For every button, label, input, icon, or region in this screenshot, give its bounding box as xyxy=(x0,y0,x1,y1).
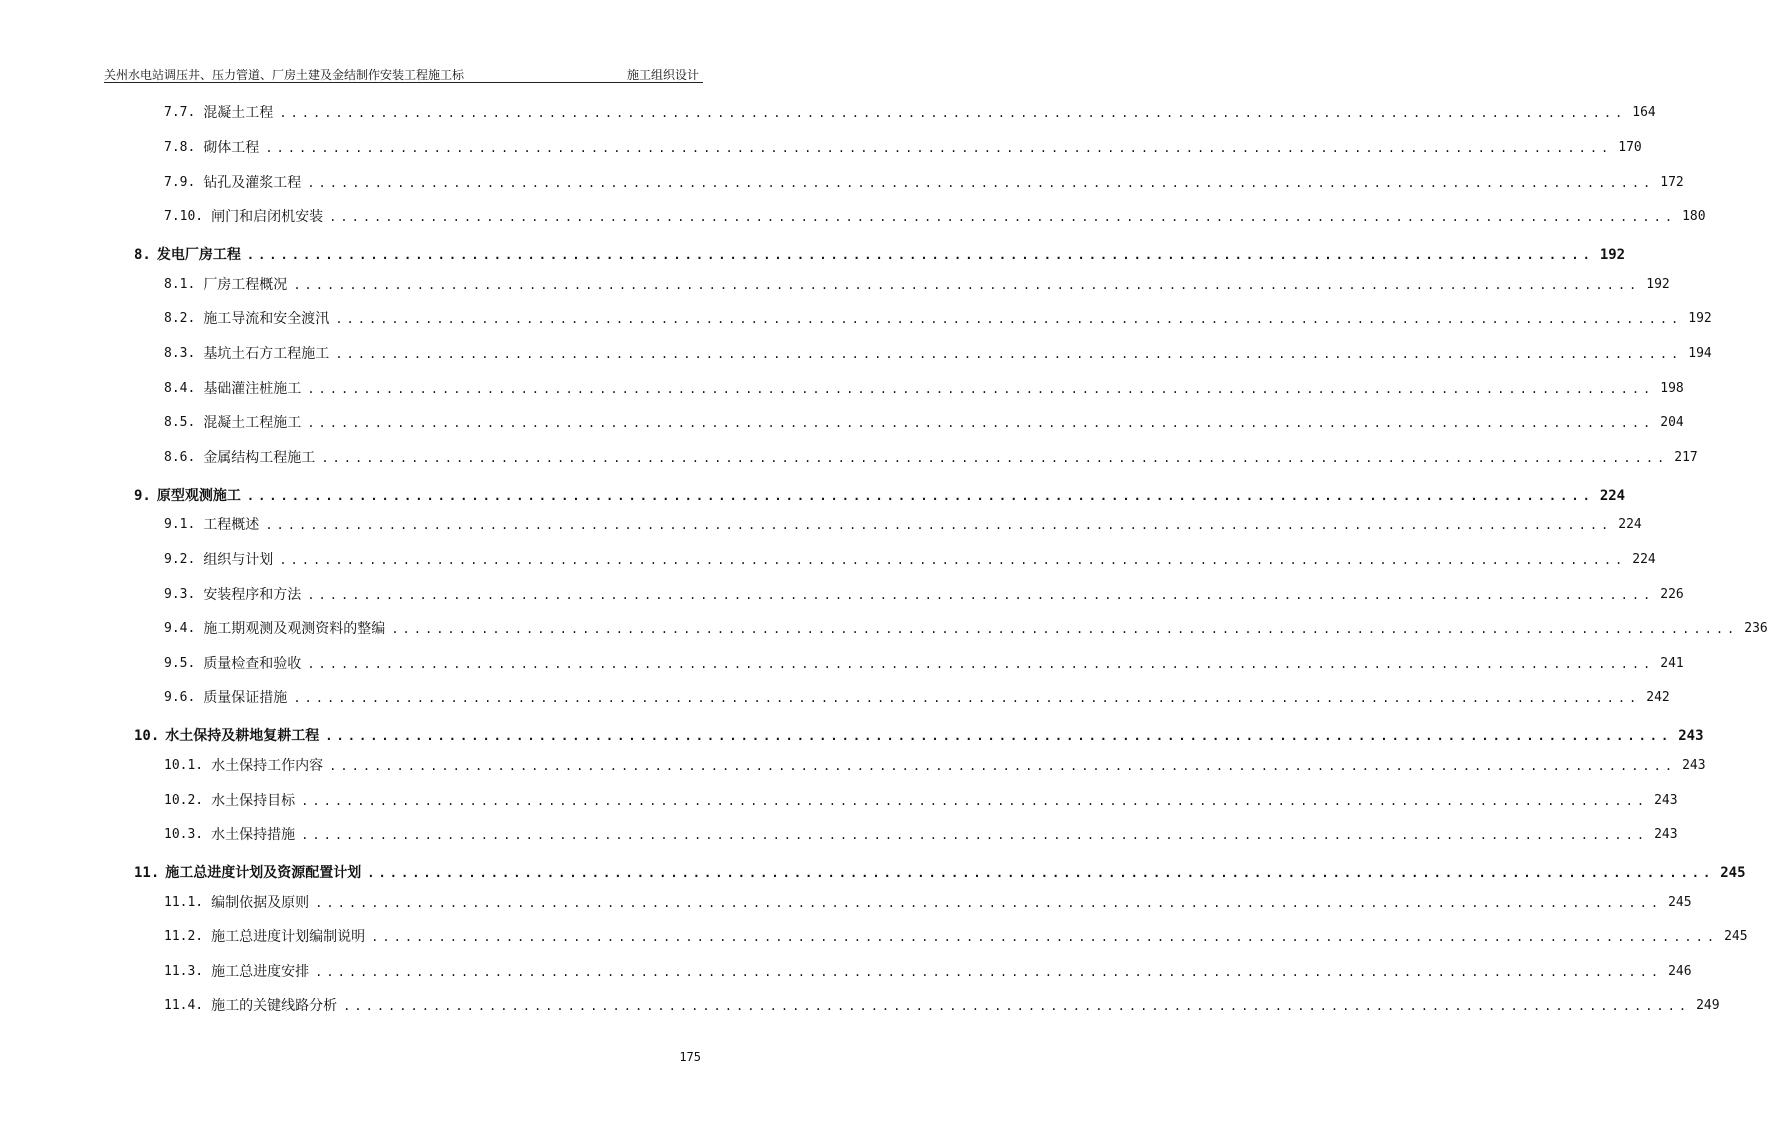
toc-entry-page: 204 xyxy=(1660,415,1684,430)
toc-entry-number: 9.2. xyxy=(164,552,196,567)
toc-subsection-entry[interactable] xyxy=(134,753,1706,775)
toc-dot-leader: ........................................................................................................................ xyxy=(391,622,1739,636)
toc-dot-leader: ........................................................................................................................ xyxy=(293,691,1641,705)
toc-section-entry[interactable] xyxy=(134,723,1704,745)
toc-entry-number: 9.3. xyxy=(164,587,196,602)
toc-dot-leader: ........................................................................................................................ xyxy=(321,451,1669,465)
toc-entry-number: 11. xyxy=(134,865,160,881)
toc-dot-leader: ........................................................................................................................ xyxy=(315,896,1663,910)
toc-entry-page: 198 xyxy=(1660,381,1684,396)
toc-subsection-entry[interactable] xyxy=(134,616,1768,638)
toc-dot-leader: ........................................................................................................................ xyxy=(307,657,1655,671)
toc-dot-leader: ........................................................................................................................ xyxy=(279,106,1627,120)
toc-entry-number: 7.8. xyxy=(164,140,196,155)
toc-entry-number: 8.5. xyxy=(164,415,196,430)
toc-subsection-entry[interactable] xyxy=(134,924,1748,946)
toc-subsection-entry[interactable] xyxy=(134,512,1642,534)
toc-entry-page: 245 xyxy=(1668,895,1692,910)
toc-subsection-entry[interactable] xyxy=(134,170,1684,192)
header-doc-type: 施工组织设计 xyxy=(626,68,699,82)
toc-entry-title: 钻孔及灌浆工程 xyxy=(203,175,302,191)
toc-entry-page: 194 xyxy=(1688,346,1712,361)
toc-entry-title: 基坑土石方工程施工 xyxy=(203,346,330,362)
toc-entry-number: 9.6. xyxy=(164,690,196,705)
toc-entry-page: 245 xyxy=(1724,929,1748,944)
toc-dot-leader: ........................................................................................................................ xyxy=(301,828,1649,842)
toc-entry-title: 组织与计划 xyxy=(203,552,274,568)
toc-dot-leader: ........................................................................................................................ xyxy=(335,312,1683,326)
toc-entry-title: 水土保持措施 xyxy=(211,827,296,843)
toc-subsection-entry[interactable] xyxy=(134,993,1720,1015)
toc-entry-number: 8.6. xyxy=(164,450,196,465)
toc-entry-title: 砌体工程 xyxy=(203,140,260,156)
toc-entry-title: 金属结构工程施工 xyxy=(203,450,316,466)
toc-dot-leader: ........................................................................................................................ xyxy=(329,210,1677,224)
toc-subsection-entry[interactable] xyxy=(134,582,1684,604)
toc-section-entry[interactable] xyxy=(134,860,1746,882)
toc-dot-leader: ........................................................................................................................ xyxy=(307,176,1655,190)
toc-entry-number: 9.1. xyxy=(164,517,196,532)
toc-entry-title: 基础灌注桩施工 xyxy=(203,381,302,397)
toc-entry-number: 9. xyxy=(134,488,151,504)
toc-subsection-entry[interactable] xyxy=(134,272,1670,294)
toc-entry-page: 224 xyxy=(1599,488,1626,504)
toc-entry-title: 原型观测施工 xyxy=(156,488,241,504)
toc-subsection-entry[interactable] xyxy=(134,306,1712,328)
toc-subsection-entry[interactable] xyxy=(134,445,1698,467)
toc-entry-title: 质量保证措施 xyxy=(203,690,288,706)
toc-subsection-entry[interactable] xyxy=(134,651,1684,673)
toc-entry-title: 厂房工程概况 xyxy=(203,277,288,293)
toc-entry-number: 8. xyxy=(134,247,151,263)
toc-subsection-entry[interactable] xyxy=(134,822,1678,844)
toc-entry-title: 施工期观测及观测资料的整编 xyxy=(203,621,386,637)
toc-dot-leader: ........................................................................................................................ xyxy=(335,347,1683,361)
toc-entry-title: 施工总进度安排 xyxy=(211,964,310,980)
toc-entry-title: 施工导流和安全渡汛 xyxy=(203,311,330,327)
toc-entry-number: 10.3. xyxy=(164,827,204,842)
toc-dot-leader: ........................................................................................................................ xyxy=(367,866,1715,880)
toc-subsection-entry[interactable] xyxy=(134,547,1656,569)
toc-entry-page: 224 xyxy=(1618,517,1642,532)
toc-entry-number: 8.2. xyxy=(164,311,196,326)
toc-entry-page: 224 xyxy=(1632,552,1656,567)
toc-entry-title: 水土保持及耕地复耕工程 xyxy=(165,728,320,744)
toc-dot-leader: ........................................................................................................................ xyxy=(307,416,1655,430)
toc-dot-leader: ........................................................................................................................ xyxy=(371,930,1719,944)
toc-entry-page: 243 xyxy=(1654,827,1678,842)
toc-section-entry[interactable] xyxy=(134,242,1626,264)
toc-entry-page: 164 xyxy=(1632,105,1656,120)
toc-subsection-entry[interactable] xyxy=(134,341,1712,363)
toc-entry-title: 施工总进度计划及资源配置计划 xyxy=(165,865,362,881)
toc-entry-page: 192 xyxy=(1646,277,1670,292)
page-number: 175 xyxy=(679,1050,701,1064)
toc-entry-number: 7.10. xyxy=(164,209,204,224)
toc-entry-number: 11.1. xyxy=(164,895,204,910)
toc-dot-leader: ........................................................................................................................ xyxy=(265,518,1613,532)
toc-entry-number: 8.3. xyxy=(164,346,196,361)
toc-entry-title: 发电厂房工程 xyxy=(156,247,241,263)
toc-subsection-entry[interactable] xyxy=(134,685,1670,707)
toc-entry-title: 质量检查和验收 xyxy=(203,656,302,672)
toc-entry-page: 192 xyxy=(1688,311,1712,326)
toc-entry-page: 192 xyxy=(1599,247,1626,263)
toc-subsection-entry[interactable] xyxy=(134,410,1684,432)
toc-entry-page: 243 xyxy=(1682,758,1706,773)
header-project-title: 关州水电站调压井、压力管道、厂房土建及金结制作安装工程施工标 xyxy=(104,68,465,82)
toc-dot-leader: ........................................................................................................................ xyxy=(279,553,1627,567)
toc-dot-leader: ........................................................................................................................ xyxy=(265,141,1613,155)
toc-entry-number: 11.2. xyxy=(164,929,204,944)
toc-entry-page: 180 xyxy=(1682,209,1706,224)
toc-dot-leader: ........................................................................................................................ xyxy=(307,382,1655,396)
toc-entry-title: 水土保持工作内容 xyxy=(211,758,324,774)
toc-entry-page: 249 xyxy=(1696,998,1720,1013)
toc-dot-leader: ........................................................................................................................ xyxy=(315,965,1663,979)
toc-entry-page: 170 xyxy=(1618,140,1642,155)
toc-entry-title: 施工总进度计划编制说明 xyxy=(211,929,366,945)
toc-section-entry[interactable] xyxy=(134,483,1626,505)
toc-entry-number: 7.9. xyxy=(164,175,196,190)
toc-entry-number: 11.3. xyxy=(164,964,204,979)
toc-dot-leader: ........................................................................................................................ xyxy=(307,588,1655,602)
toc-entry-number: 9.5. xyxy=(164,656,196,671)
toc-entry-number: 10. xyxy=(134,728,160,744)
toc-entry-title: 水土保持目标 xyxy=(211,793,296,809)
toc-subsection-entry[interactable] xyxy=(134,204,1706,226)
toc-dot-leader: ........................................................................................................................ xyxy=(293,278,1641,292)
toc-entry-page: 246 xyxy=(1668,964,1692,979)
toc-entry-title: 编制依据及原则 xyxy=(211,895,310,911)
toc-subsection-entry[interactable] xyxy=(134,959,1692,981)
toc-entry-page: 172 xyxy=(1660,175,1684,190)
toc-dot-leader: ........................................................................................................................ xyxy=(301,794,1649,808)
toc-subsection-entry[interactable] xyxy=(134,788,1678,810)
toc-entry-page: 243 xyxy=(1654,793,1678,808)
toc-entry-number: 10.2. xyxy=(164,793,204,808)
toc-entry-number: 11.4. xyxy=(164,998,204,1013)
toc-entry-title: 安装程序和方法 xyxy=(203,587,302,603)
toc-entry-title: 施工的关键线路分析 xyxy=(211,998,338,1014)
toc-subsection-entry[interactable] xyxy=(134,376,1684,398)
toc-subsection-entry[interactable] xyxy=(134,135,1642,157)
toc-dot-leader: ........................................................................................................................ xyxy=(246,489,1594,503)
toc-entry-number: 7.7. xyxy=(164,105,196,120)
toc-entry-page: 243 xyxy=(1678,728,1704,744)
toc-dot-leader: ........................................................................................................................ xyxy=(343,999,1691,1013)
toc-entry-page: 245 xyxy=(1720,865,1746,881)
toc-entry-page: 236 xyxy=(1744,621,1768,636)
toc-entry-number: 9.4. xyxy=(164,621,196,636)
toc-entry-page: 217 xyxy=(1674,450,1698,465)
toc-subsection-entry[interactable] xyxy=(134,100,1656,122)
toc-dot-leader: ........................................................................................................................ xyxy=(325,729,1673,743)
toc-entry-page: 242 xyxy=(1646,690,1670,705)
toc-dot-leader: ........................................................................................................................ xyxy=(329,759,1677,773)
toc-entry-title: 工程概述 xyxy=(203,517,260,533)
toc-entry-title: 混凝土工程 xyxy=(203,105,274,121)
page-header xyxy=(104,66,703,83)
toc-entry-title: 闸门和启闭机安装 xyxy=(211,209,324,225)
toc-entry-number: 8.1. xyxy=(164,277,196,292)
toc-entry-number: 10.1. xyxy=(164,758,204,773)
toc-entry-title: 混凝土工程施工 xyxy=(203,415,302,431)
toc-entry-page: 226 xyxy=(1660,587,1684,602)
toc-entry-number: 8.4. xyxy=(164,381,196,396)
toc-subsection-entry[interactable] xyxy=(134,890,1692,912)
toc-entry-page: 241 xyxy=(1660,656,1684,671)
toc-dot-leader: ........................................................................................................................ xyxy=(246,248,1594,262)
